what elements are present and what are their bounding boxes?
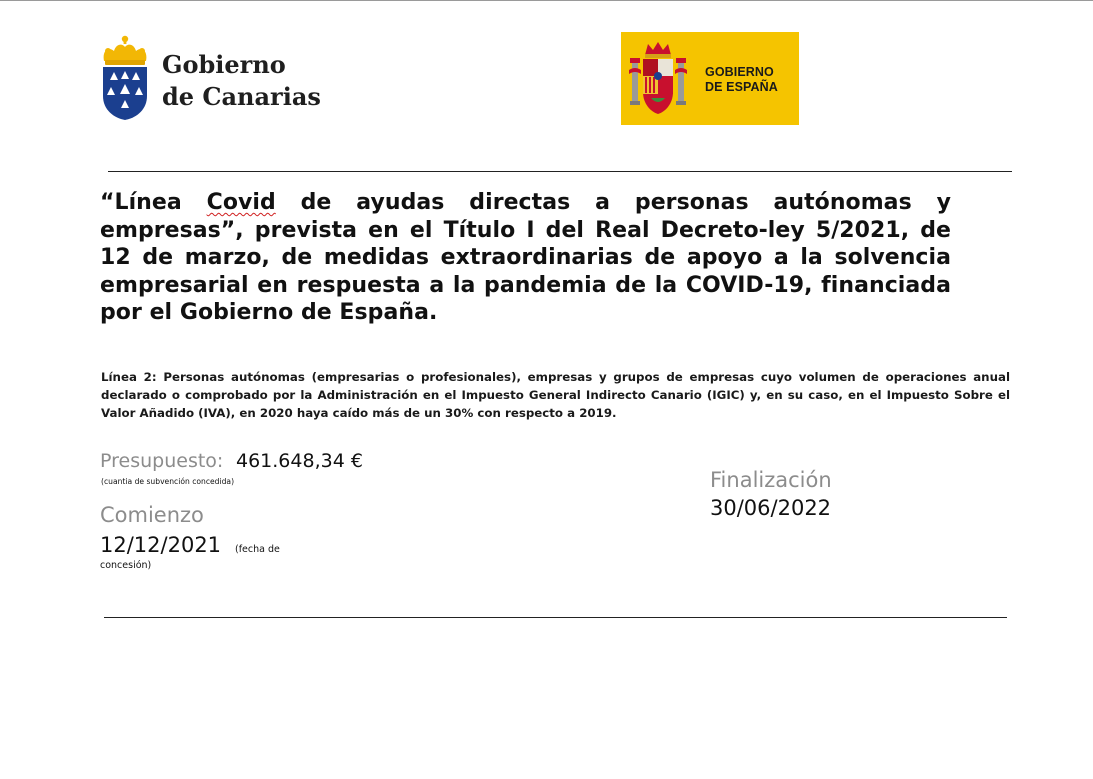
linea-description: Línea 2: Personas autónomas (empresarias o profesionales), empresas y grupos de empresas cuyo volumen de operaciones anual declarado o comprobado por la Administración en el Impuesto General Indirecto Canario (IGIC) y, en su caso, en el Impuesto Sobre el Valor Añadido (IVA), en 2020 haya caído más de un 30% con respecto a 2019.	[101, 370, 1010, 420]
comienzo-label: Comienzo	[100, 503, 204, 527]
canarias-logo-line1: Gobierno	[162, 50, 286, 79]
comienzo-value: 12/12/2021	[100, 533, 222, 557]
gobierno-espana-logo	[621, 32, 799, 125]
presupuesto-value: 461.648,34 €	[236, 450, 363, 472]
espana-logo-text	[705, 65, 778, 95]
headline-start: “Línea	[100, 190, 207, 215]
gobierno-canarias-logo	[100, 34, 330, 124]
page-top-border	[0, 0, 1093, 1]
canarias-logo-text	[162, 49, 321, 113]
finalizacion-label: Finalización	[710, 468, 832, 492]
espana-logo-line2: DE ESPAÑA	[705, 80, 778, 94]
canarias-logo-line2: de Canarias	[162, 82, 321, 111]
presupuesto-label: Presupuesto:	[100, 450, 224, 472]
canarias-coat-of-arms-icon	[100, 34, 150, 122]
spain-coat-of-arms-icon	[629, 40, 687, 118]
espana-logo-line1: GOBIERNO	[705, 65, 774, 79]
bottom-divider	[104, 617, 1007, 618]
headline-rest: de ayudas directas a personas autónomas y empresas”, prevista en el Título I del Real Decreto-ley 5/2021, de 12 de marzo, de medidas extraordinarias de apoyo a la solvencia empresarial en respuesta a la pandemia de la COVID-19, financiada por el Gobierno de España.	[100, 190, 951, 325]
document-headline	[100, 189, 951, 327]
comienzo-note-part1: (fecha de	[235, 544, 280, 555]
finalizacion-value: 30/06/2022	[710, 496, 832, 520]
comienzo-note-part2: concesión)	[100, 560, 152, 571]
headline-spellcheck-word: Covid	[206, 190, 276, 215]
top-divider	[108, 171, 1012, 172]
presupuesto-note: (cuantia de subvención concedida)	[101, 477, 235, 486]
